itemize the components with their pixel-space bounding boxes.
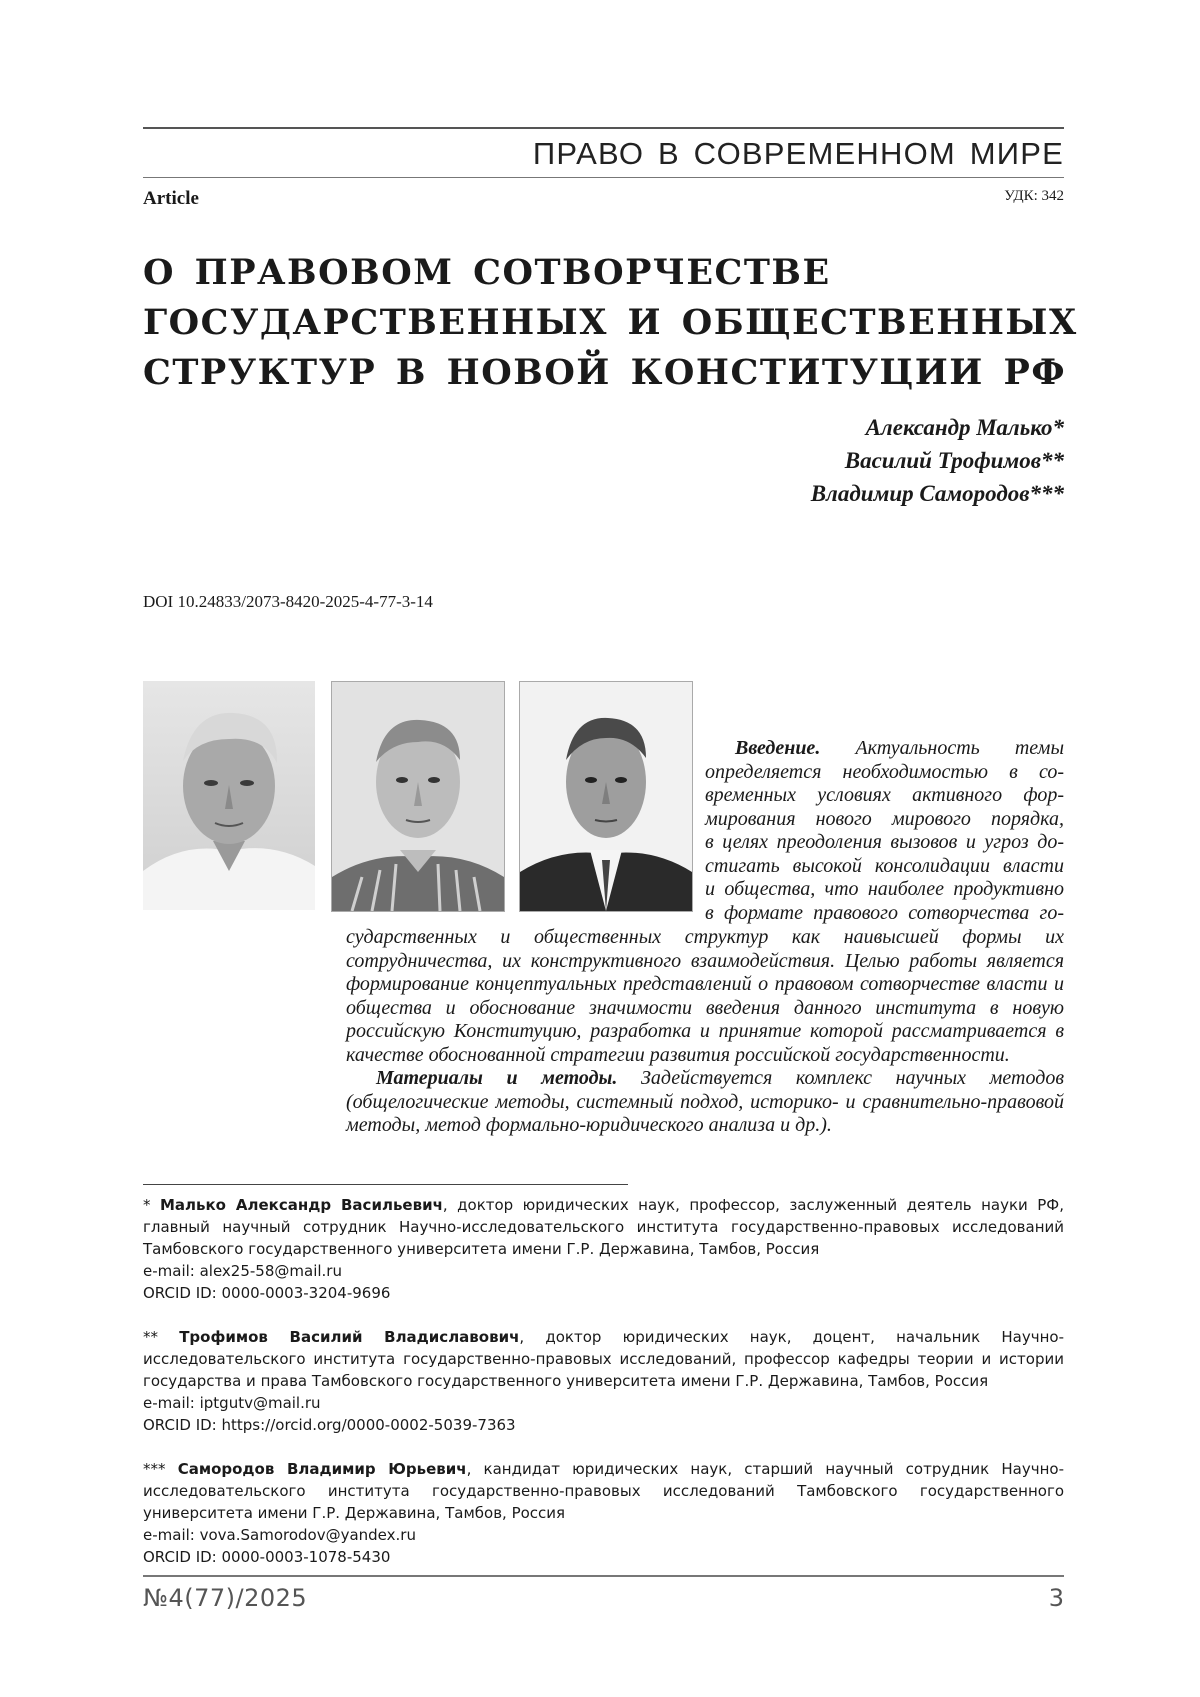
footnote-email: e-mail: alex25-58@mail.ru (143, 1262, 342, 1280)
doi: DOI 10.24833/2073-8420-2025-4-77-3-14 (143, 592, 433, 611)
abstract-line: стигать высокой консолидации власти (705, 854, 1064, 877)
header-rule (143, 127, 1064, 129)
header-subrule (143, 177, 1064, 178)
abstract-paragraph: сударственных и общественных структур как наивысшей формы их сотрудничества, их конструктивного взаимодействия. Целью работы является формирование концептуальных представлений о правовом сотворчестве власти и общества и обоснование значимости введения данного института в новую российскую Конституцию, разработка и принятие которой рассматривается в качестве обоснованной стратегии развития российской государственности. (346, 926, 1064, 1066)
footnote-author-name: Самородов Владимир Юрьевич (177, 1460, 467, 1478)
title-line: ГОСУДАРСТВЕННЫХ И ОБЩЕСТВЕННЫХ (143, 302, 1078, 343)
footnote-author-2 (143, 1326, 1064, 1436)
footnote-mark: *** (143, 1460, 178, 1478)
footnote-author-desc: , кандидат юридических наук, старший научный сотрудник Научно-исследовательского института государственно-правовых исследований Тамбовского государственного университета имени Г.Р. Державина, Тамбов, Россия (143, 1460, 1064, 1522)
methods-paragraph (346, 1067, 1064, 1138)
abstract-line: в формате правового сотворчества го- (705, 901, 1064, 924)
article-type-label: Article (143, 188, 199, 209)
abstract-line: определяется необходимостью в со- (705, 760, 1064, 783)
footnote-author-name: Малько Александр Васильевич (159, 1196, 443, 1214)
abstract-intro-column (705, 737, 1064, 925)
footnote-author-3 (143, 1458, 1064, 1568)
abstract-line (705, 737, 1064, 761)
footnote-author-desc: , доктор юридических наук, доцент, начальник Научно-исследовательского института государственно-правовых исследований, профессор кафедры теории и истории государства и права Тамбовского государственного университета имени Г.Р. Державина, Тамбов, Россия (143, 1328, 1065, 1390)
author-photo-2 (331, 681, 505, 912)
footnote-separator (143, 1184, 628, 1185)
author-photo-3 (519, 681, 693, 912)
author-name: Владимир Самородов*** (810, 481, 1064, 506)
footnote-email: e-mail: vova.Samorodov@yandex.ru (143, 1526, 416, 1544)
issue-number: №4(77)/2025 (143, 1584, 308, 1612)
abstract-line: мирования нового мирового порядка, (705, 807, 1064, 830)
abstract-continuation (346, 926, 1064, 1138)
footnote-email: e-mail: iptgutv@mail.ru (143, 1394, 321, 1412)
footnote-author-desc: , доктор юридических наук, профессор, заслуженный деятель науки РФ, главный научный сотрудник Научно-исследовательского института государственно-правовых исследований Тамбовского государственного университета имени Г.Р. Державина, Тамбов, Россия (143, 1196, 1064, 1258)
author-name: Александр Малько* (865, 415, 1064, 440)
article-title (143, 248, 1078, 398)
intro-heading: Введение. (735, 737, 821, 759)
methods-text: Задействуется комплекс научных методов (общелогические методы, системный подход, историко- и сравнительно-правовой методы, метод формально-юридического анализа и др.). (346, 1067, 1064, 1136)
title-line: О ПРАВОВОМ СОТВОРЧЕСТВЕ (143, 252, 831, 293)
abstract-line-text: Актуальность темы (820, 737, 1064, 759)
footnote-author-name: Трофимов Василий Владиславович (179, 1328, 520, 1346)
abstract-line: временных условиях активного фор- (705, 784, 1064, 806)
footnote-mark: * (143, 1196, 160, 1214)
footnote-orcid: ORCID ID: https://orcid.org/0000-0002-5039-7363 (143, 1416, 516, 1434)
author-name: Василий Трофимов** (844, 448, 1064, 473)
page-number: 3 (1048, 1584, 1064, 1612)
abstract-line: в целях преодоления вызовов и угроз до- (705, 831, 1064, 853)
footnote-mark: ** (143, 1328, 180, 1346)
author-photo-1 (143, 681, 315, 910)
footnote-orcid: ORCID ID: 0000-0003-3204-9696 (143, 1284, 391, 1302)
abstract-line: и общества, что наиболее продуктивно (705, 878, 1064, 900)
author-footnotes (143, 1194, 1064, 1590)
title-line: СТРУКТУР В НОВОЙ КОНСТИТУЦИИ РФ (143, 352, 1067, 393)
footnote-orcid: ORCID ID: 0000-0003-1078-5430 (143, 1548, 391, 1566)
methods-heading: Материалы и методы. (376, 1067, 618, 1089)
author-list (811, 411, 1064, 510)
udk-code: УДК: 342 (1004, 188, 1064, 204)
footnote-author-1 (143, 1194, 1064, 1304)
journal-title: ПРАВО В СОВРЕМЕННОМ МИРЕ (532, 136, 1064, 171)
footer-rule (143, 1575, 1064, 1577)
